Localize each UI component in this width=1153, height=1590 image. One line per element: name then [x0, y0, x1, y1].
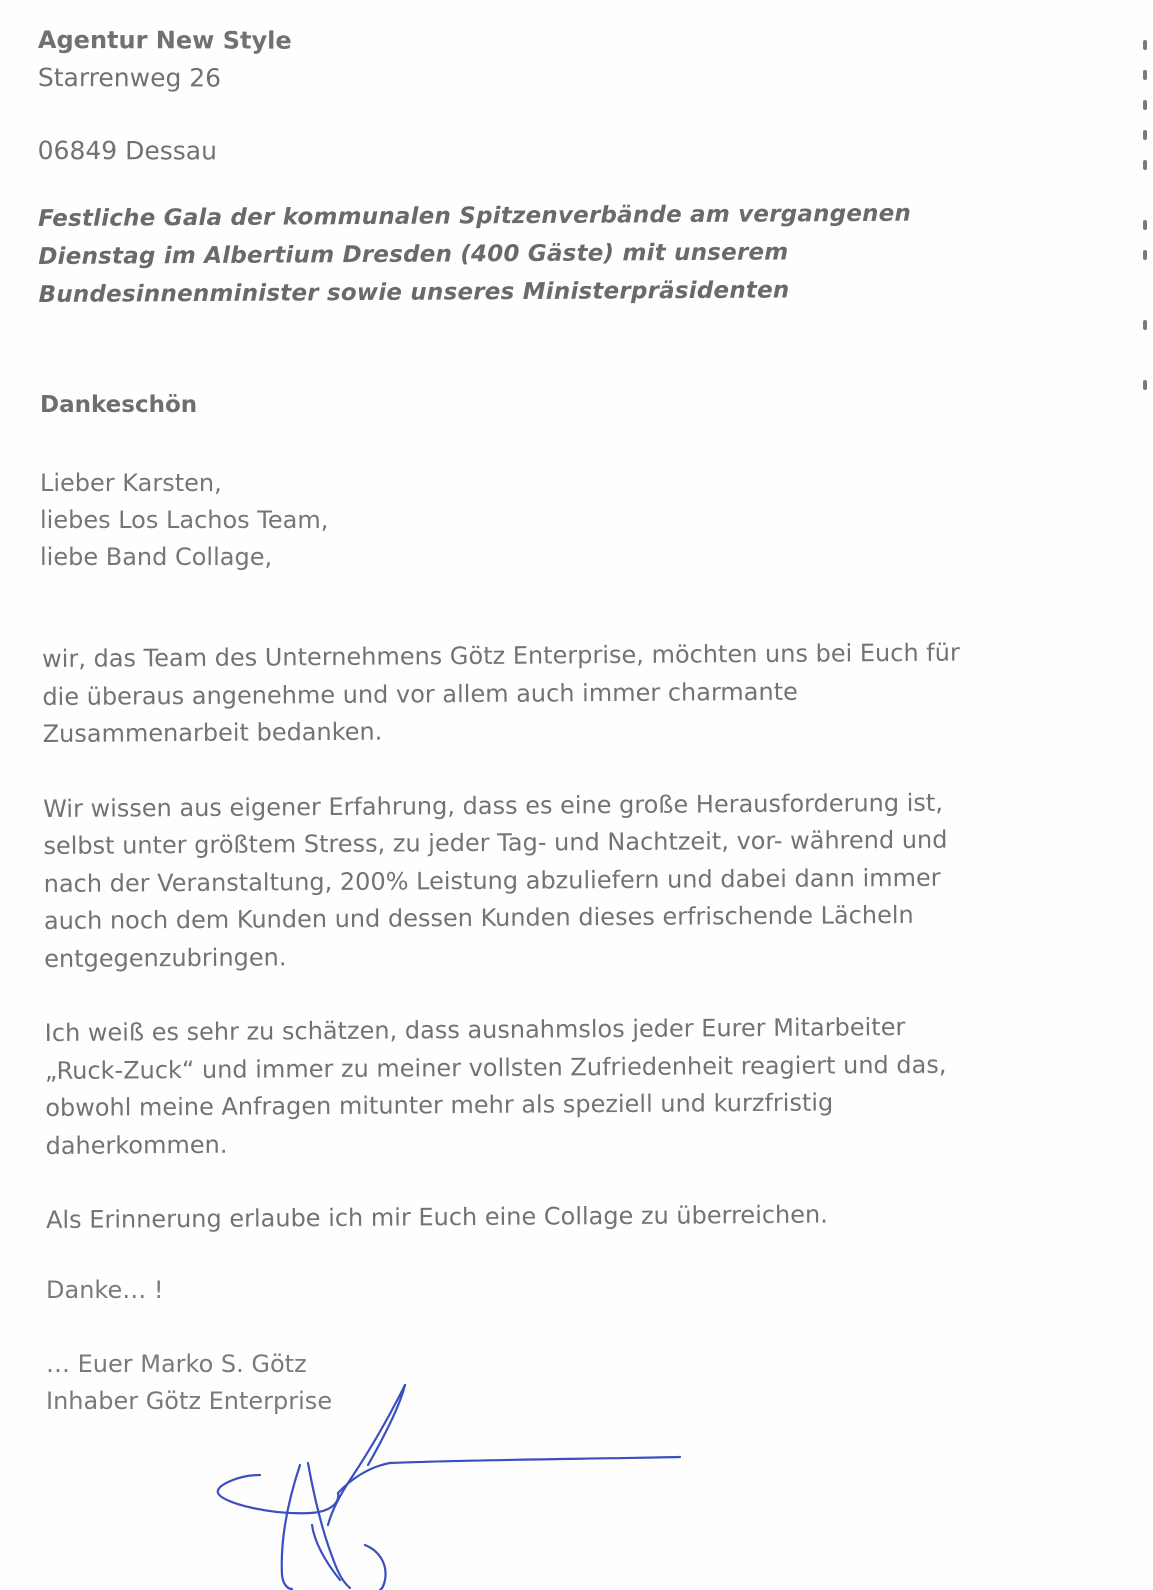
paragraph-line: selbst unter größtem Stress, zu jeder Tag- und Nachtzeit, vor- während und: [43, 825, 948, 860]
salutation: [40, 465, 328, 576]
paragraph-line: wir, das Team des Unternehmens Götz Enterprise, möchten uns bei Euch für: [42, 638, 960, 673]
thanks-heading: Dankeschön: [40, 392, 198, 418]
signature-stroke: [218, 1475, 338, 1513]
paragraph-4: [46, 1195, 1066, 1240]
paragraph-1: [42, 634, 1063, 754]
paragraph-line: die überaus angenehme und vor allem auch immer charmante: [42, 677, 798, 711]
scan-edge-marks: [1139, 30, 1147, 410]
letter-body: [42, 634, 1066, 1277]
paragraph-line: „Ruck-Zuck“ und immer zu meiner vollsten Zufriedenheit reagiert und das,: [44, 1050, 947, 1085]
salutation-line-3: liebe Band Collage,: [40, 543, 273, 571]
subject-line-2: Dienstag im Albertium Dresden (400 Gäste) mit unserem: [38, 239, 789, 270]
sender-street: Starrenweg 26: [37, 62, 222, 93]
signature-stroke: [338, 1457, 680, 1493]
sender-address: [38, 22, 292, 170]
signature-stroke: [328, 1385, 405, 1525]
signature-stroke: [308, 1463, 350, 1588]
paragraph-line: daherkommen.: [45, 1130, 228, 1160]
paragraph-line: Zusammenarbeit bedanken.: [42, 717, 383, 748]
paragraph-line: obwohl meine Anfragen mitunter mehr als speziell und kurzfristig: [45, 1088, 834, 1122]
paragraph-2: [43, 783, 1064, 978]
paragraph-3: [45, 1008, 1066, 1165]
sender-company: Agentur New Style: [37, 25, 292, 55]
sender-city: 06849 Dessau: [37, 135, 218, 166]
paragraph-line: Als Erinnerung erlaube ich mir Euch eine Collage zu überreichen.: [45, 1200, 828, 1234]
closing-line: Danke… !: [46, 1276, 164, 1304]
subject-line-1: Festliche Gala der kommunalen Spitzenverbände am vergangenen: [38, 200, 912, 232]
subject-line: [38, 194, 999, 314]
paragraph-line: Ich weiß es sehr zu schätzen, dass ausnahmslos jeder Eurer Mitarbeiter: [44, 1012, 906, 1047]
signature-stroke: [312, 1525, 340, 1580]
handwritten-signature: [200, 1375, 700, 1590]
signature-stroke: [365, 1545, 386, 1590]
signature-stroke: [282, 1465, 300, 1589]
paragraph-line: Wir wissen aus eigener Erfahrung, dass es eine große Herausforderung ist,: [43, 788, 943, 823]
signoff-title: Inhaber Götz Enterprise: [46, 1387, 333, 1415]
salutation-line-1: Lieber Karsten,: [40, 469, 222, 497]
paragraph-line: entgegenzubringen.: [44, 942, 287, 973]
salutation-line-2: liebes Los Lachos Team,: [40, 506, 329, 534]
paragraph-line: nach der Veranstaltung, 200% Leistung abzuliefern und dabei dann immer: [43, 863, 941, 898]
signoff-name: … Euer Marko S. Götz: [46, 1350, 307, 1378]
paragraph-line: auch noch dem Kunden und dessen Kunden dieses erfrischende Lächeln: [43, 900, 914, 935]
subject-line-3: Bundesinnenminister sowie unseres Ministerpräsidenten: [38, 277, 790, 308]
